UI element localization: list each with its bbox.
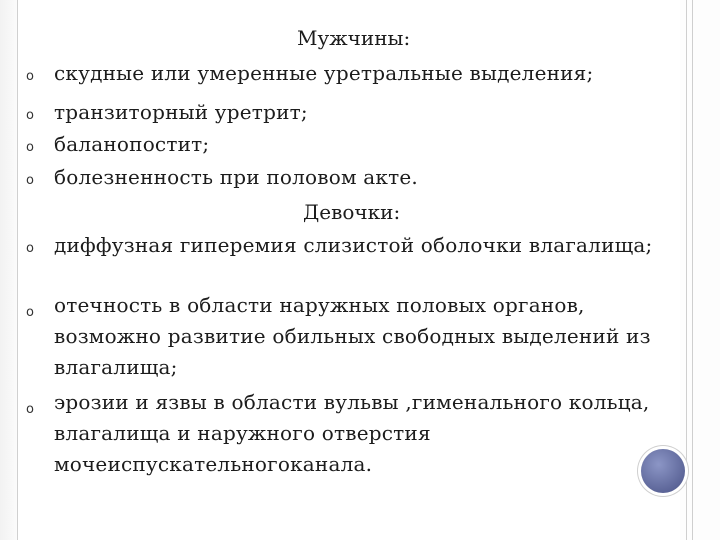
bullet-icon: o [26,108,34,123]
border-line [686,0,687,540]
list-item: баланопостит; [54,132,210,156]
bullet-icon: o [26,69,34,84]
bullet-icon: o [26,241,34,256]
men-heading: Мужчины: [297,26,411,50]
slide-right-border [680,0,720,540]
bullet-icon: o [26,402,34,417]
list-item: отечность в области наружных половых органов, возможно развитие обильных свободных выделений из влагалища; [54,293,651,379]
girls-heading: Девочки: [303,200,401,224]
list-item: скудные или умеренные уретральные выделения; [54,61,594,85]
list-item: эрозии и язвы в области вульвы ,гименального кольца, влагалища и наружного отверстия мочеиспускательногоканала. [54,390,650,476]
border-line [692,0,693,540]
bullet-icon: o [26,305,34,320]
list-item: болезненность при половом акте. [54,165,418,189]
list-item: транзиторный уретрит; [54,100,308,124]
bullet-icon: o [26,173,34,188]
bullet-icon: o [26,140,34,155]
list-item: диффузная гиперемия слизистой оболочки влагалища; [54,233,653,257]
